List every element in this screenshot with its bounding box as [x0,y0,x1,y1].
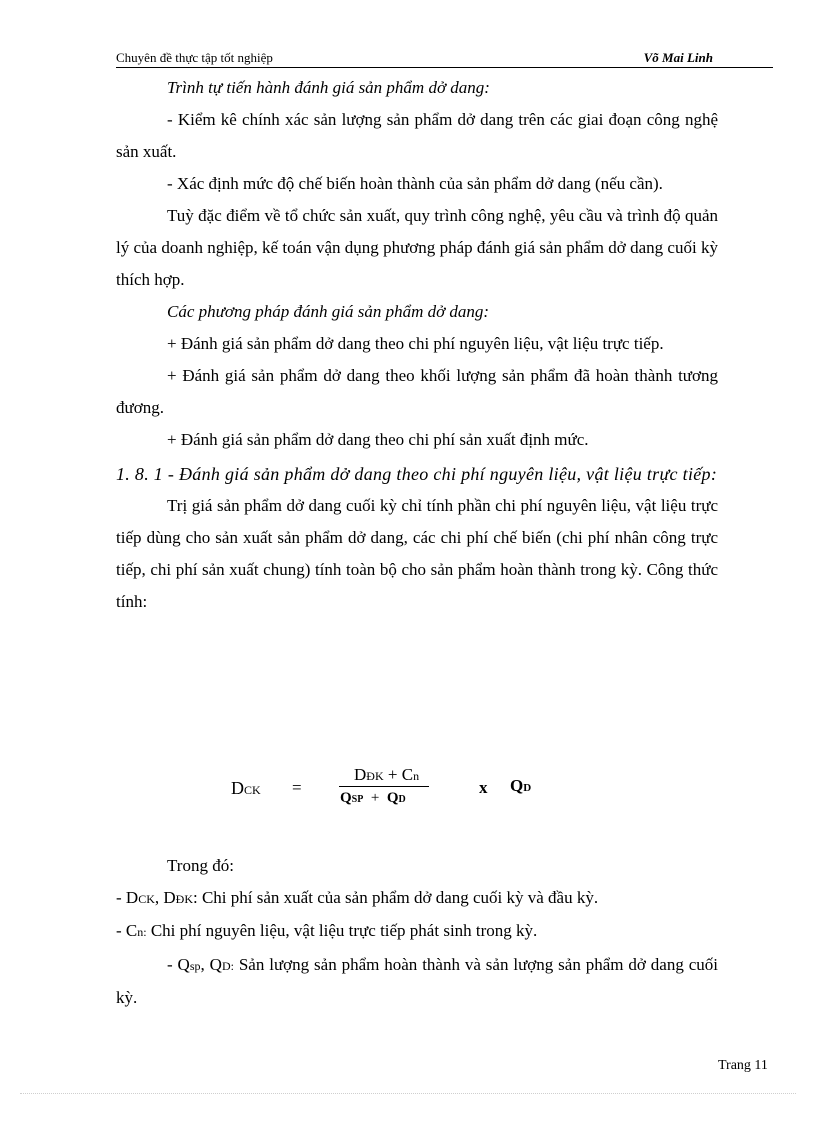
paragraph-step-2: - Xác định mức độ chế biến hoàn thành của sản phẩm dở dang (nếu cần). [167,174,663,193]
explanation-intro: Trong đó: [167,856,234,875]
paragraph-step-1: - Kiểm kê chính xác sản lượng sản phẩm dở dang trên các giai đoạn công nghệ sản xuất. [116,110,718,161]
fraction-bar [339,786,429,787]
paragraph-methods-heading: Các phương pháp đánh giá sản phẩm dở dang: [167,302,490,321]
formula-numerator: DĐK + Cn [354,765,420,784]
explanation-item-2: - Cn: Chi phí nguyên liệu, vật liệu trực tiếp phát sinh trong kỳ. [116,921,538,940]
paragraph-method-choice: Tuỳ đặc điểm về tổ chức sản xuất, quy trình công nghệ, yêu cầu và trình độ quản lý của doanh nghiệp, kế toán vận dụng phương pháp đánh giá sản phẩm dở dang cuối kỳ thích hợp. [116,206,718,289]
formula-lhs: DCK [231,778,261,798]
page-number: Trang 11 [718,1058,768,1073]
formula-denominator: QSP + QD [340,790,406,806]
header-title: Chuyên đề thực tập tốt nghiệp [116,50,273,65]
explanation-item-3: - Qsp, QD: Sản lượng sản phẩm hoàn thành và sản lượng sản phẩm dở dang cuối kỳ. [116,954,718,1007]
paragraph-method-3: + Đánh giá sản phẩm dở dang theo chi phí sản xuất định mức. [167,430,589,449]
document-body [116,72,718,618]
paragraph-procedure-heading: Trình tự tiến hành đánh giá sản phẩm dở dang: [167,78,490,97]
formula-explanation [116,850,718,1014]
formula-times: x [479,778,488,797]
formula-equals: = [292,778,302,797]
footer-divider [20,1093,796,1095]
paragraph-formula-intro: Trị giá sản phẩm dở dang cuối kỳ chỉ tính phần chi phí nguyên liệu, vật liệu trực tiếp dùng cho sản xuất sản phẩm dở dang, các chi phí chế biến (chi phí nhân công trực tiếp, chi phí sản xuất chung) tính toàn bộ cho sản phẩm hoàn thành trong kỳ. Công thức tính: [116,496,718,611]
section-title: 1. 8. 1 - Đánh giá sản phẩm dở dang theo chi phí nguyên liệu, vật liệu trực tiếp: [116,464,718,484]
paragraph-method-1: + Đánh giá sản phẩm dở dang theo chi phí nguyên liệu, vật liệu trực tiếp. [167,334,664,353]
paragraph-method-2: + Đánh giá sản phẩm dở dang theo khối lượng sản phẩm đã hoàn thành tương đương. [116,366,718,417]
formula-rhs: QD [510,776,532,795]
header-author: Võ Mai Linh [643,50,713,65]
explanation-item-1: - DCK, DĐK: Chi phí sản xuất của sản phẩm dở dang cuối kỳ và đầu kỳ. [116,887,599,907]
